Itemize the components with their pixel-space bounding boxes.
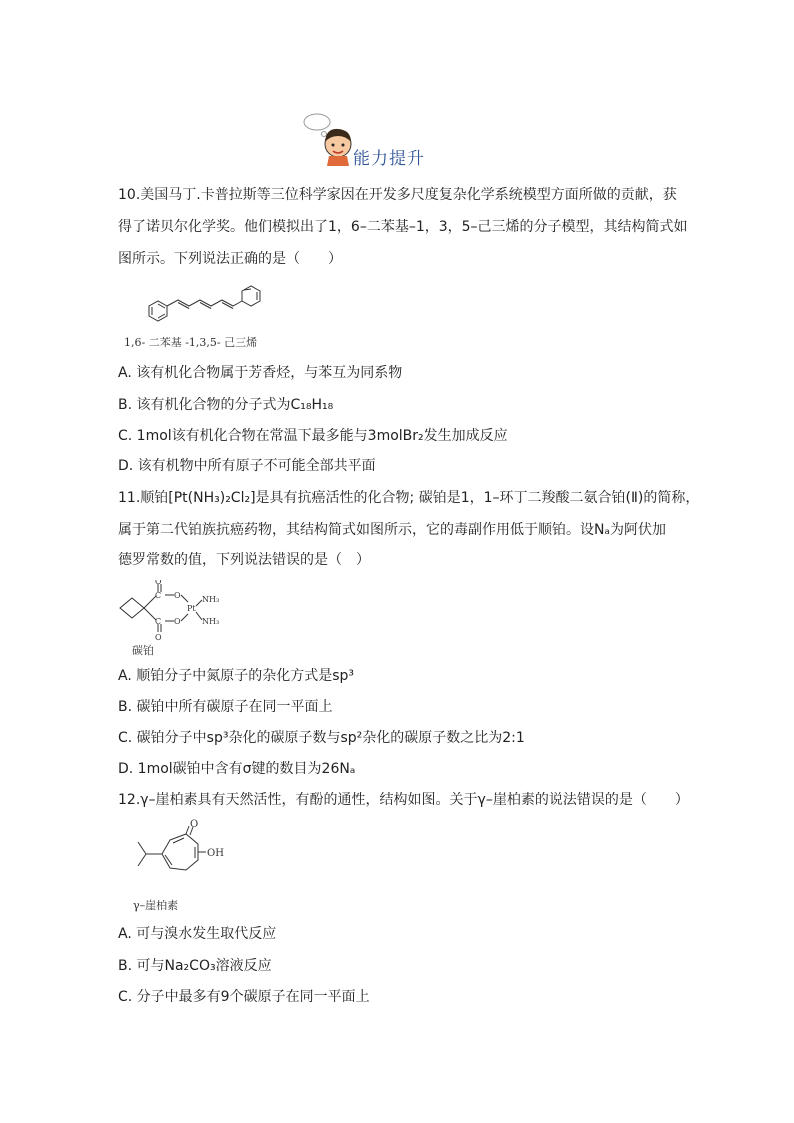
q10-option-b: B. 该有机化合物的分子式为C₁₈H₁₈ — [118, 397, 334, 413]
q10-stem-line1: 10.美国马丁.卡普拉斯等三位科学家因在开发多尺度复杂化学系统模型方面所做的贡献，获 — [118, 187, 677, 203]
ester-o-top-label: O — [174, 591, 181, 600]
q11-option-a: A. 顺铂分子中氮原子的杂化方式是sp³ — [118, 668, 355, 684]
q11-option-b: B. 碳铂中所有碳原子在同一平面上 — [118, 699, 333, 715]
q11-option-c: C. 碳铂分子中sp³杂化的碳原子数与sp²杂化的碳原子数之比为2:1 — [118, 730, 525, 746]
carbon-bottom-label: C — [155, 617, 162, 626]
carbonyl-o-label: O — [190, 819, 199, 830]
q12-option-b: B. 可与Na₂CO₃溶液反应 — [118, 958, 272, 974]
section-title: 能力提升 — [353, 149, 425, 169]
q12-stem-line1: 12.γ–崖柏素具有天然活性，有酚的通性，结构如图。关于γ–崖柏素的说法错误的是（ ） — [118, 792, 689, 808]
cartoon-student-icon — [300, 108, 360, 166]
carboplatin-structure — [116, 580, 236, 644]
q11-structure-caption: 碳铂 — [132, 644, 154, 657]
hydroxyl-label: OH — [207, 848, 224, 859]
q10-stem-line2: 得了诺贝尔化学奖。他们模拟出了1，6–二苯基–1，3，5–己三烯的分子模型，其结构简式如 — [118, 219, 688, 235]
diphenylhexatriene-structure — [140, 278, 270, 326]
q10-option-d: D. 该有机物中所有原子不可能全部共平面 — [118, 458, 376, 474]
q11-stem-line1: 11.顺铂[Pt(NH₃)₂Cl₂]是具有抗癌活性的化合物; 碳铂是1，1–环丁二羧酸二氨合铂(Ⅱ)的简称， — [118, 490, 700, 506]
ester-o-bottom-label: O — [174, 617, 181, 626]
q10-stem-line3: 图所示。下列说法正确的是（ ） — [118, 251, 342, 267]
ammine-bottom-label: NH₃ — [202, 617, 220, 626]
carbonyl-o-bottom-label: O — [155, 633, 162, 642]
q11-option-d: D. 1mol碳铂中含有σ键的数目为26Nₐ — [118, 761, 356, 777]
platinum-label: Pt — [187, 604, 196, 613]
q12-option-a: A. 可与溴水发生取代反应 — [118, 926, 277, 942]
q10-option-a: A. 该有机化合物属于芳香烃，与苯互为同系物 — [118, 365, 403, 381]
carbon-top-label: C — [155, 591, 162, 600]
q11-stem-line2: 属于第二代铂族抗癌药物，其结构简式如图所示，它的毒副作用低于顺铂。设Nₐ为阿伏加 — [118, 522, 666, 538]
ammine-top-label: NH₃ — [202, 595, 220, 604]
q10-structure-caption: 1,6- 二苯基 -1,3,5- 己三烯 — [124, 336, 258, 349]
carbonyl-o-top-label: O — [155, 580, 162, 586]
q12-option-c: C. 分子中最多有9个碳原子在同一平面上 — [118, 989, 370, 1005]
q12-structure-caption: γ–崖柏素 — [133, 899, 179, 912]
q11-stem-line3: 德罗常数的值，下列说法错误的是（ ） — [118, 552, 370, 568]
q10-option-c: C. 1mol该有机化合物在常温下最多能与3molBr₂发生加成反应 — [118, 428, 508, 444]
thujaplicin-structure — [118, 818, 228, 898]
